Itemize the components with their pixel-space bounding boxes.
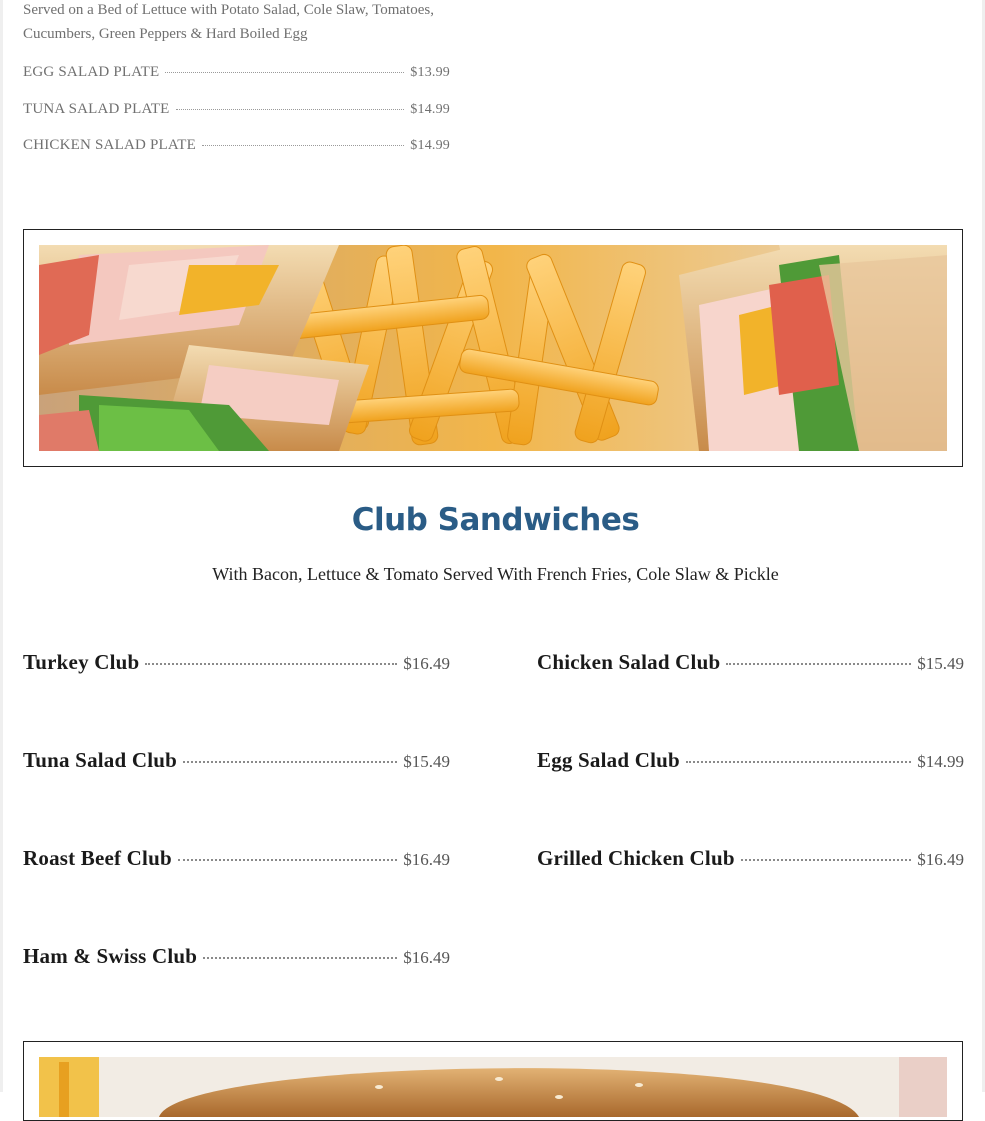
menu-item-chicken-salad-club [537,650,964,675]
salad-description-line-2: Cucumbers, Green Peppers & Hard Boiled Egg [23,26,308,42]
burger-photo-frame [23,1041,963,1121]
leader-dots [686,761,911,763]
leader-dots [165,72,404,73]
club-sandwich-photo-frame [23,229,963,467]
item-name: Chicken Salad Club [537,650,721,674]
item-name: Ham & Swiss Club [23,944,198,968]
item-name: Egg Salad Club [537,748,680,772]
section-subtitle: With Bacon, Lettuce & Tomato Served With French Fries, Cole Slaw & Pickle [212,564,779,584]
leader-dots [741,859,912,861]
leader-dots [202,145,404,146]
item-price: $14.99 [917,752,964,771]
leader-dots [183,761,397,763]
item-price: $16.49 [403,948,450,967]
item-name: TUNA SALAD PLATE [23,101,170,117]
menu-item-ham-swiss-club [23,944,450,969]
menu-item-grilled-chicken-club [537,846,964,871]
menu-item-tuna-salad-club [23,748,450,773]
menu-item-turkey-club [23,650,450,675]
item-name: Grilled Chicken Club [537,846,735,870]
burger-photo [39,1057,947,1117]
menu-item-roast-beef-club [23,846,450,871]
leader-dots [203,957,397,959]
item-name: CHICKEN SALAD PLATE [23,137,196,153]
section-title: Club Sandwiches [351,502,640,538]
item-price: $16.49 [403,850,450,869]
item-price: $16.49 [403,654,450,673]
item-price: $13.99 [410,65,450,80]
item-name: EGG SALAD PLATE [23,64,160,80]
item-price: $15.49 [403,752,450,771]
item-price: $15.49 [917,654,964,673]
item-name: Tuna Salad Club [23,748,177,772]
item-name: Roast Beef Club [23,846,172,870]
club-sandwich-photo [39,245,947,451]
salad-plate-description [23,0,453,46]
menu-item-egg-salad-club [537,748,964,773]
leader-dots [176,109,405,110]
item-price: $16.49 [917,850,964,869]
item-name: Turkey Club [23,650,140,674]
leader-dots [178,859,397,861]
menu-item-tuna-salad-plate [23,101,450,118]
salad-description-line-1: Served on a Bed of Lettuce with Potato Salad, Cole Slaw, Tomatoes, [23,2,434,18]
item-price: $14.99 [410,102,450,117]
leader-dots [726,663,911,665]
menu-item-egg-salad-plate [23,64,450,81]
leader-dots [145,663,397,665]
menu-item-chicken-salad-plate [23,137,450,154]
item-price: $14.99 [410,138,450,153]
